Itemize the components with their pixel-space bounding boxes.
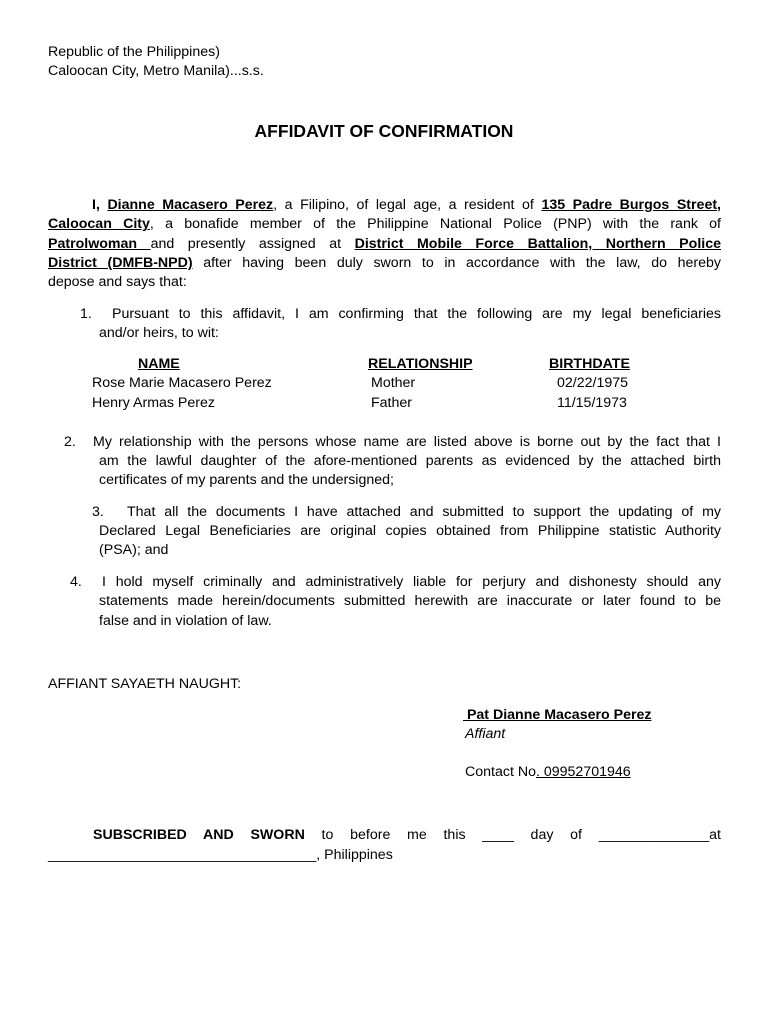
affiant-name: Dianne Macasero Perez bbox=[107, 197, 274, 213]
unit-name: District Mobile Force Battalion, Northern Police bbox=[354, 236, 721, 252]
item-1-number: 1. bbox=[80, 306, 92, 322]
item-3-line-2: Declared Legal Beneficiaries are original copies obtained from Philippine statistic Authority bbox=[99, 523, 721, 539]
row-1-relationship: Mother bbox=[371, 375, 416, 391]
intro-line-3 bbox=[48, 235, 721, 254]
document-title: AFFIDAVIT OF CONFIRMATION bbox=[254, 121, 514, 141]
closing-statement: AFFIANT SAYAETH NAUGHT: bbox=[48, 676, 242, 692]
item-4-line-3: false and in violation of law. bbox=[99, 613, 272, 629]
header-relationship: RELATIONSHIP bbox=[368, 356, 473, 372]
address-city: Caloocan City bbox=[48, 216, 150, 232]
row-2-name: Henry Armas Perez bbox=[92, 395, 215, 411]
header-birthdate: BIRTHDATE bbox=[549, 356, 630, 372]
unit-district: District (DMFB-NPD) bbox=[48, 255, 193, 271]
item-1-line-1: Pursuant to this affidavit, I am confirming that the following are my legal beneficiaries bbox=[112, 306, 721, 322]
venue-line-2: Caloocan City, Metro Manila)...s.s. bbox=[48, 63, 264, 79]
intro-text-4: after having been duly sworn to in accordance with the law, do hereby bbox=[192, 255, 721, 271]
contact-label: Contact No bbox=[465, 764, 536, 780]
item-1-line-2: and/or heirs, to wit: bbox=[99, 325, 219, 341]
intro-line-2 bbox=[48, 215, 721, 234]
item-2-line-1: My relationship with the persons whose name are listed above is borne out by the fact that I bbox=[93, 434, 721, 450]
item-2-number: 2. bbox=[64, 434, 76, 450]
intro-line-5: depose and says that: bbox=[48, 274, 187, 290]
contact-number: . 09952701946 bbox=[535, 764, 631, 780]
intro-i: I, bbox=[92, 197, 108, 213]
rank: Patrolwoman bbox=[48, 236, 151, 252]
intro-text-2: , a bonafide member of the Philippine National Police (PNP) with the rank of bbox=[149, 216, 721, 232]
item-3-line-1: That all the documents I have attached and submitted to support the updating of my bbox=[127, 504, 721, 520]
jurat-text: to before me this ____ day of ______________at bbox=[304, 827, 722, 843]
address-street: 135 Padre Burgos Street, bbox=[541, 197, 721, 213]
item-4-number: 4. bbox=[70, 574, 82, 590]
venue-line-1: Republic of the Philippines) bbox=[48, 44, 220, 60]
intro-line-1 bbox=[48, 196, 721, 215]
item-4-line-1: I hold myself criminally and administratively liable for perjury and dishonesty should any bbox=[102, 574, 721, 590]
intro-line-4 bbox=[48, 254, 721, 273]
row-1-birthdate: 02/22/1975 bbox=[557, 375, 629, 391]
item-3-line-3: (PSA); and bbox=[99, 542, 169, 558]
header-name: NAME bbox=[138, 356, 180, 372]
jurat-place-end: , Philippines bbox=[316, 847, 393, 863]
intro-text-1: , a Filipino, of legal age, a resident of bbox=[273, 197, 542, 213]
item-2-line-2: am the lawful daughter of the afore-mentioned parents as evidenced by the attached birth bbox=[99, 453, 721, 469]
item-4-line-2: statements made herein/documents submitted herewith are inaccurate or later found to be bbox=[99, 593, 721, 609]
row-1-name: Rose Marie Macasero Perez bbox=[92, 375, 272, 391]
item-2-line-3: certificates of my parents and the undersigned; bbox=[99, 472, 394, 488]
intro-text-3: and presently assigned at bbox=[150, 236, 355, 252]
signatory-name: Pat Dianne Macasero Perez bbox=[463, 707, 652, 723]
signatory-role: Affiant bbox=[465, 726, 506, 742]
contact-line bbox=[465, 763, 631, 782]
row-2-relationship: Father bbox=[371, 395, 413, 411]
jurat-line-1 bbox=[48, 826, 721, 845]
item-3-number: 3. bbox=[92, 504, 104, 520]
jurat-place-blank: __________________________________ bbox=[48, 847, 317, 863]
jurat-line-2 bbox=[48, 846, 393, 865]
jurat-bold: SUBSCRIBED AND SWORN bbox=[93, 827, 305, 843]
row-2-birthdate: 11/15/1973 bbox=[557, 395, 627, 411]
